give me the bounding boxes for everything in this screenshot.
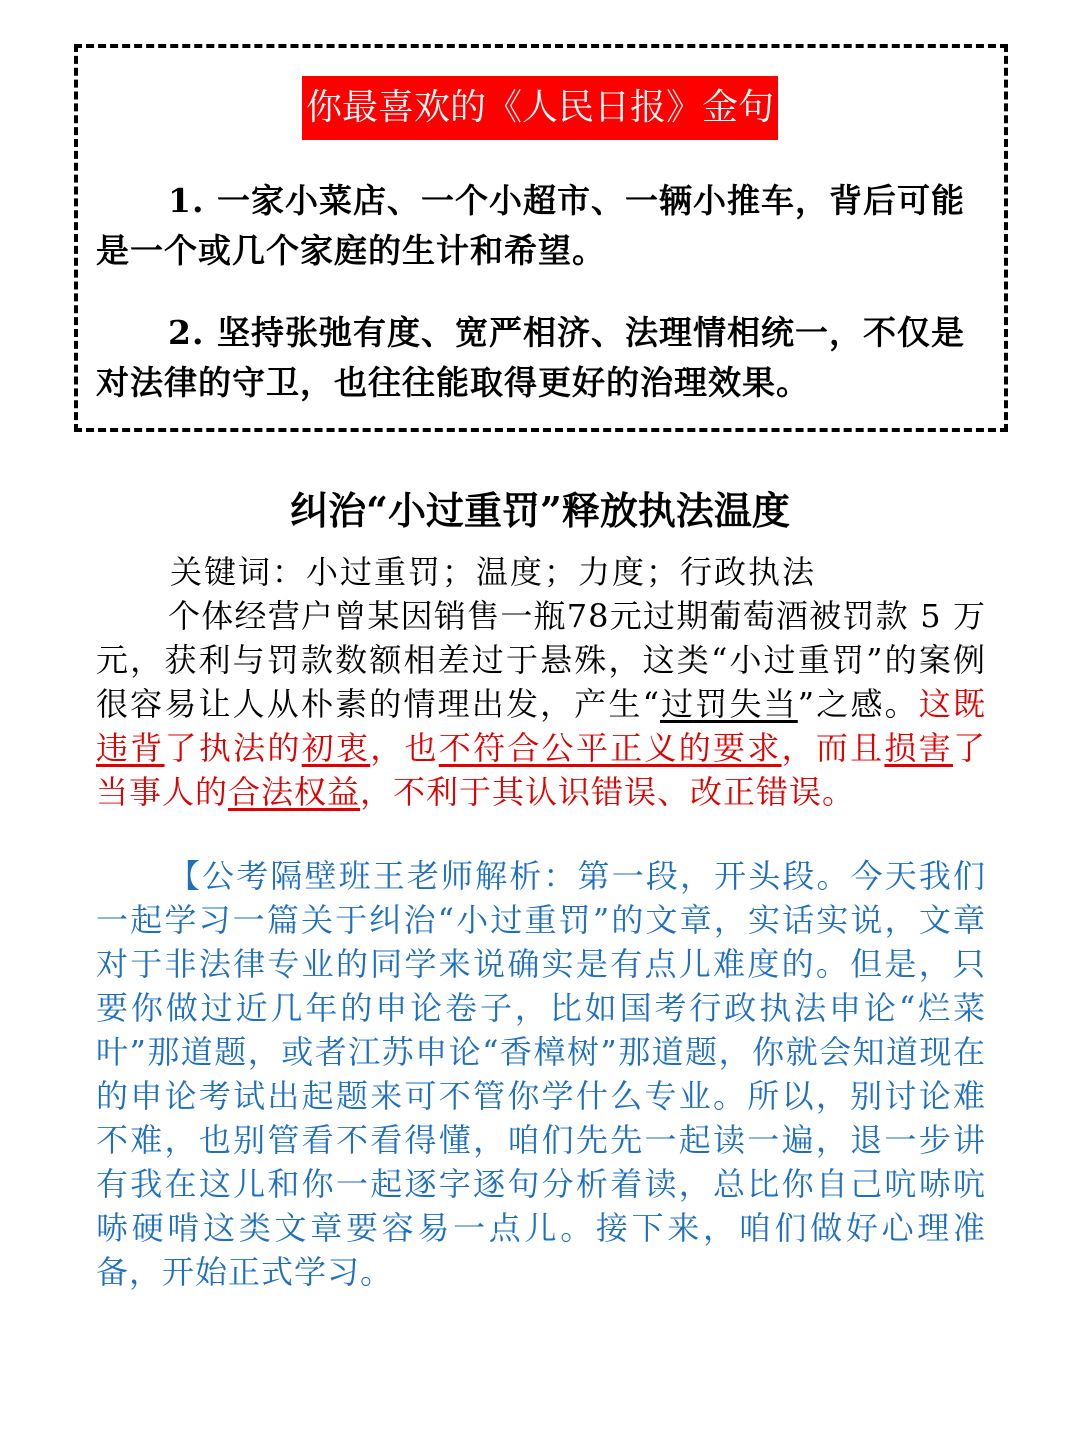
p1-red-underline-quanyi: 合法权益 xyxy=(228,773,361,811)
keywords-line: 关键词：小过重罚；温度；力度；行政执法 xyxy=(170,553,817,591)
quote-box-title: 你最喜欢的《人民日报》金句 xyxy=(302,76,778,140)
p1-text-1: 个体经营户曾某因销售一瓶78元过期葡萄酒被罚款 5 万元，获利与罚款数额相差过于悬殊，这类“小过重罚”的案例很容易让人从朴素的情理出发，产生“ xyxy=(96,597,986,723)
p1-red-underline-sunhai: 损害 xyxy=(884,729,953,767)
p1-red-underline-weibei: 违背 xyxy=(96,729,165,767)
p1-red-3: ，也 xyxy=(370,729,439,767)
p1-red-4: ，而且 xyxy=(781,729,885,767)
p1-red-5: 了当事人的 xyxy=(96,729,986,811)
p1-red-underline-gongping: 不符合公平正义的要求 xyxy=(438,729,782,767)
p1-red-6: ，不利于其认识错误、改正错误。 xyxy=(360,773,856,811)
p1-text-2: ”之感。 xyxy=(797,685,919,723)
quote-item-1: 1. 一家小菜店、一个小超市、一辆小推车，背后可能是一个或几个家庭的生计和希望。 xyxy=(96,181,965,270)
p1-underline-guofashidang: 过罚失当 xyxy=(659,685,798,723)
p1-red-2: 了执法的 xyxy=(164,729,302,767)
article-paragraph-1 xyxy=(96,594,986,814)
p1-red-1: 这既 xyxy=(918,685,986,723)
p1-red-underline-chuzhong: 初衷 xyxy=(301,729,371,767)
quote-box xyxy=(74,44,1008,432)
article-title: 纠治“小过重罚”释放执法温度 xyxy=(290,488,790,533)
quote-item-2: 2. 坚持张弛有度、宽严相济、法理情相统一，不仅是对法律的守卫，也往往能取得更好的治理效果。 xyxy=(96,313,965,402)
analysis-paragraph: 【公考隔壁班王老师解析：第一段，开头段。今天我们一起学习一篇关于纠治“小过重罚”的文章，实话实说，文章对于非法律专业的同学来说确实是有点儿难度的。但是，只要你做过近几年的申论卷子，比如国考行政执法申论“烂菜叶”那道题，或者江苏申论“香樟树”那道题，你就会知道现在的申论考试出起题来可不管你学什么专业。所以，别讨论难不难，也别管看不看得懂，咱们先先一起读一遍，退一步讲有我在这儿和你一起逐字逐句分析着读，总比你自己吭哧吭哧硬啃这类文章要容易一点儿。接下来，咱们做好心理准备，开始正式学习。 xyxy=(96,857,986,1291)
